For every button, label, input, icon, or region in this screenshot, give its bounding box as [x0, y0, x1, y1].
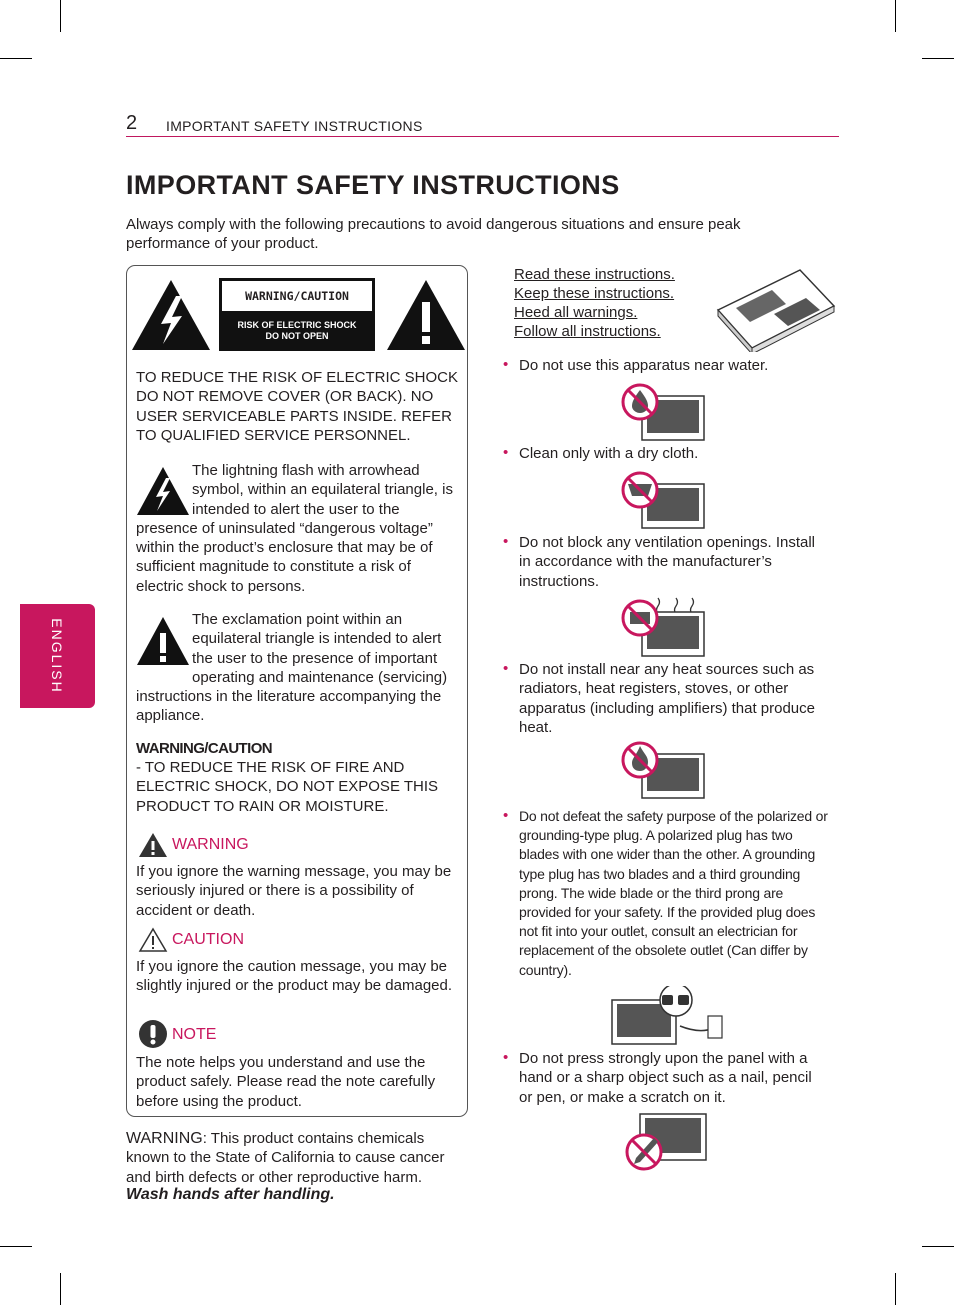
- read-line-4: Follow all instructions.: [514, 323, 661, 340]
- risk-text: TO REDUCE THE RISK OF ELECTRIC SHOCK DO NOT REMOVE COVER (OR BACK). NO USER SERVICEABLE PARTS INSIDE. REFER TO QUALIFIED SERVICE PERSONNEL.: [136, 369, 458, 444]
- crop-mark: [60, 1273, 61, 1305]
- bullet-4: Do not install near any heat sources such as radiators, heat registers, stoves, or other apparatus (including amplifiers) that produce heat.: [519, 661, 815, 736]
- language-tab-label: ENGLISH: [49, 618, 65, 694]
- bullet-2: Clean only with a dry cloth.: [519, 445, 699, 462]
- language-tab: [20, 604, 95, 708]
- bullet-1: Do not use this apparatus near water.: [519, 357, 769, 374]
- prop65-emphasis: Wash hands after handling.: [126, 1186, 335, 1203]
- wc-heading: WARNING/CAUTION: [136, 740, 272, 757]
- label-title: WARNING/CAUTION: [222, 281, 372, 311]
- crop-mark: [0, 1246, 32, 1247]
- bullet-3: Do not block any ventilation openings. Install in accordance with the manufacturer’s instructions.: [519, 534, 816, 590]
- crop-mark: [922, 58, 954, 59]
- warning-label: WARNING: [172, 836, 249, 853]
- bullet-dot: •: [503, 807, 509, 824]
- running-header: IMPORTANT SAFETY INSTRUCTIONS: [166, 118, 423, 134]
- no-water-icon: [620, 382, 710, 442]
- bullet-dot: •: [503, 356, 509, 373]
- crop-mark: [922, 1246, 954, 1247]
- bullet-dot: •: [503, 444, 509, 461]
- plug-icon: [610, 986, 726, 1048]
- exclamation-triangle-icon: [385, 278, 467, 352]
- lightning-text: The lightning flash with arrowhead symbol, within an equilateral triangle, is intended to alert the user to the presence of uninsulated “dangerous voltage” within the product’s enclosure that may be of sufficient magnitude to constitute a risk of electric shock to persons.: [136, 462, 453, 595]
- exclamation-explanation: [136, 610, 462, 726]
- prop65-text: : This product contains chemicals known to the State of California to cause cancer and birth defects or other reproductive harm.: [126, 1130, 445, 1186]
- wc-text: - TO REDUCE THE RISK OF FIRE AND ELECTRIC SHOCK, DO NOT EXPOSE THIS PRODUCT TO RAIN OR MOISTURE.: [136, 759, 439, 815]
- note-text: The note helps you understand and use the product safely. Please read the note carefully before using the product.: [136, 1054, 436, 1110]
- header-rule: [126, 136, 839, 137]
- read-line-2: Keep these instructions.: [514, 285, 675, 302]
- booklet-icon: [714, 266, 838, 352]
- crop-mark: [60, 0, 61, 32]
- lightning-triangle-icon: [130, 278, 212, 352]
- page-title: IMPORTANT SAFETY INSTRUCTIONS: [126, 170, 620, 200]
- lightning-explanation: [136, 461, 462, 596]
- warning-text: If you ignore the warning message, you may be seriously injured or there is a possibility of accident or death.: [136, 863, 452, 919]
- prop65-warning: [126, 1129, 471, 1187]
- crop-mark: [895, 1273, 896, 1305]
- label-sub-1: RISK OF ELECTRIC SHOCK: [237, 320, 357, 330]
- no-cloth-icon: [620, 470, 710, 530]
- caution-label: CAUTION: [172, 931, 244, 948]
- no-press-icon: [620, 1108, 710, 1172]
- intro-text: Always comply with the following precautions to avoid dangerous situations and ensure peak performance of your product.: [126, 216, 741, 252]
- caution-icon: [138, 927, 168, 953]
- read-line-3: Heed all warnings.: [514, 304, 638, 321]
- label-sub-2: DO NOT OPEN: [265, 331, 329, 341]
- bullet-dot: •: [503, 1049, 509, 1066]
- no-block-vent-icon: [620, 596, 710, 658]
- bullet-5: Do not defeat the safety purpose of the polarized or grounding-type plug. A polarized plug has two blades with one wider than the other. A grounding type plug has two blades and a third grounding prong. The wide blade or the third prong are provided for your safety. If the provided plug does not fit into your outlet, consult an electrician for replacement of the obsolete outlet (Can differ by country).: [519, 808, 828, 978]
- crop-mark: [0, 58, 32, 59]
- page-number: 2: [126, 112, 138, 134]
- note-icon: [138, 1019, 168, 1049]
- no-heat-icon: [620, 740, 710, 802]
- crop-mark: [895, 0, 896, 32]
- note-label: NOTE: [172, 1026, 217, 1043]
- bullet-dot: •: [503, 533, 509, 550]
- prop65-label: WARNING: [126, 1130, 203, 1147]
- bullet-6: Do not press strongly upon the panel with a hand or a sharp object such as a nail, pencil or pen, or make a scratch on it.: [519, 1050, 812, 1106]
- warning-icon: [138, 832, 168, 858]
- exclamation-text: The exclamation point within an equilateral triangle is intended to alert the user to the presence of important operating and maintenance (servicing) instructions in the literature accompanying the appliance.: [136, 611, 448, 725]
- read-line-1: Read these instructions.: [514, 266, 675, 283]
- warning-caution-label: [219, 278, 375, 351]
- caution-text: If you ignore the caution message, you may be slightly injured or the product may be damaged.: [136, 958, 453, 995]
- bullet-dot: •: [503, 660, 509, 677]
